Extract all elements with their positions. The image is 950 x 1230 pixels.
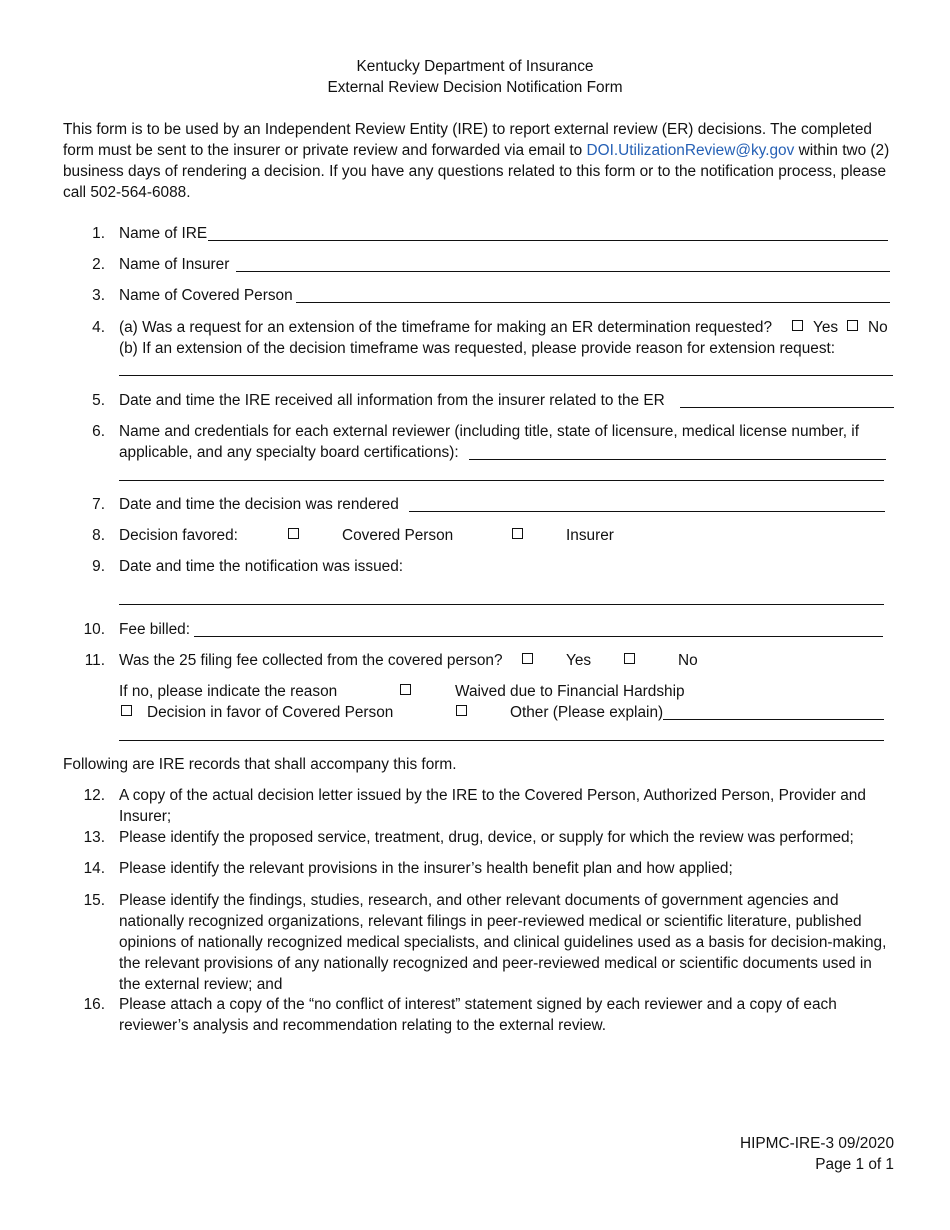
- q4-yes-label: Yes: [813, 319, 839, 336]
- records-intro: Following are IRE records that shall accompany this form.: [63, 756, 457, 773]
- q4-no-label: No: [868, 319, 888, 336]
- intro-text-before: This form is to be used by an Independent Review Entity (IRE) to report external review (ER) decisions. The completed form must be sent to the insurer or private review and forwarded via email to: [63, 121, 872, 159]
- q3-number: 3.: [92, 287, 105, 304]
- decision-favor-label: Decision in favor of Covered Person: [147, 704, 394, 721]
- favored-insurer-label: Insurer: [566, 527, 614, 544]
- decision-datetime-field[interactable]: [409, 511, 885, 512]
- reason-label: If no, please indicate the reason: [119, 683, 338, 700]
- record-12-number: 12.: [83, 787, 105, 804]
- record-16-text: Please attach a copy of the “no conflict of interest” statement signed by each reviewer and a copy of each reviewer’s analysis and recommendation relating to the external review.: [119, 996, 837, 1034]
- form-code: HIPMC-IRE-3 09/2020: [740, 1135, 894, 1152]
- agency-name: Kentucky Department of Insurance: [356, 58, 594, 75]
- other-reason-checkbox[interactable]: [456, 702, 467, 723]
- record-14-text: Please identify the relevant provisions in the insurer’s health benefit plan and how applied;: [119, 860, 733, 877]
- form-title: External Review Decision Notification Form: [327, 79, 623, 96]
- record-13-text: Please identify the proposed service, treatment, drug, device, or supply for which the review was performed;: [119, 829, 854, 846]
- record-15-text: Please identify the findings, studies, research, and other relevant documents of government agencies and nationally recognized organizations, relevant filings in peer-reviewed medical or scientific literature, published opinions of nationally recognized medical specialists, and clinical guidelines used as a basis for decision-making, the relevant provisions of any nationally recognized and peer-reviewed medical or scientific documents used in the external review; and: [119, 892, 887, 993]
- fee-collected-yes-checkbox[interactable]: [522, 650, 533, 671]
- notification-datetime-field[interactable]: [119, 604, 884, 605]
- q6-label-line2: applicable, and any specialty board certifications):: [119, 444, 459, 461]
- q10-label: Fee billed:: [119, 621, 191, 638]
- covered-person-name-field[interactable]: [296, 302, 890, 303]
- q2-number: 2.: [92, 256, 105, 273]
- q4-no-checkbox[interactable]: [847, 317, 858, 338]
- insurer-name-field[interactable]: [236, 271, 890, 272]
- waived-hardship-checkbox[interactable]: [400, 681, 411, 702]
- q8-number: 8.: [92, 527, 105, 544]
- favored-covered-person-label: Covered Person: [342, 527, 454, 544]
- intro-text-after: within two (2) business days of rendering a decision. If you have any questions related to this form or to the notification process, please call 502-564-6088.: [63, 142, 890, 201]
- q1-number: 1.: [92, 225, 105, 242]
- reviewer-credentials-field-2[interactable]: [119, 480, 884, 481]
- other-reason-label: Other (Please explain): [510, 704, 664, 721]
- fee-collected-no-label: No: [678, 652, 698, 669]
- q10-number: 10.: [83, 621, 105, 638]
- q3-label: Name of Covered Person: [119, 287, 293, 304]
- decision-favor-checkbox[interactable]: [121, 702, 132, 723]
- q11-label: Was the 25 filing fee collected from the covered person?: [119, 652, 503, 669]
- info-received-datetime-field[interactable]: [680, 407, 894, 408]
- q5-label: Date and time the IRE received all information from the insurer related to the ER: [119, 392, 665, 409]
- extension-reason-field[interactable]: [119, 375, 893, 376]
- email-link[interactable]: DOI.UtilizationReview@ky.gov: [586, 142, 795, 159]
- q9-label: Date and time the notification was issued:: [119, 558, 404, 575]
- q7-label: Date and time the decision was rendered: [119, 496, 399, 513]
- q1-label: Name of IRE: [119, 225, 208, 242]
- favored-insurer-checkbox[interactable]: [512, 525, 523, 546]
- q4b-label: (b) If an extension of the decision timeframe was requested, please provide reason for extension request:: [119, 340, 836, 357]
- q11-number: 11.: [84, 652, 105, 669]
- page-number: Page 1 of 1: [815, 1156, 894, 1173]
- record-15-number: 15.: [83, 892, 105, 909]
- q4-number: 4.: [92, 319, 105, 336]
- ire-name-field[interactable]: [208, 240, 888, 241]
- other-reason-field[interactable]: [663, 719, 884, 720]
- q7-number: 7.: [92, 496, 105, 513]
- waived-hardship-label: Waived due to Financial Hardship: [455, 683, 685, 700]
- q6-label-line1: Name and credentials for each external reviewer (including title, state of licensure, medical license number, if: [119, 423, 859, 440]
- fee-collected-yes-label: Yes: [566, 652, 592, 669]
- q2-label: Name of Insurer: [119, 256, 230, 273]
- q4-yes-checkbox[interactable]: [792, 317, 803, 338]
- fee-collected-no-checkbox[interactable]: [624, 650, 635, 671]
- q9-number: 9.: [92, 558, 105, 575]
- record-12-text: A copy of the actual decision letter issued by the IRE to the Covered Person, Authorized Person, Provider and Insurer;: [119, 787, 866, 825]
- q8-label: Decision favored:: [119, 527, 238, 544]
- record-16-number: 16.: [83, 996, 105, 1013]
- intro-paragraph: [63, 119, 893, 203]
- q6-number: 6.: [92, 423, 105, 440]
- other-reason-field-2[interactable]: [119, 740, 884, 741]
- reviewer-credentials-field[interactable]: [469, 459, 886, 460]
- q4a-label: (a) Was a request for an extension of the timeframe for making an ER determination requested?: [119, 319, 773, 336]
- q5-number: 5.: [92, 392, 105, 409]
- fee-billed-field[interactable]: [194, 636, 883, 637]
- favored-covered-person-checkbox[interactable]: [288, 525, 299, 546]
- record-14-number: 14.: [83, 860, 105, 877]
- record-13-number: 13.: [83, 829, 105, 846]
